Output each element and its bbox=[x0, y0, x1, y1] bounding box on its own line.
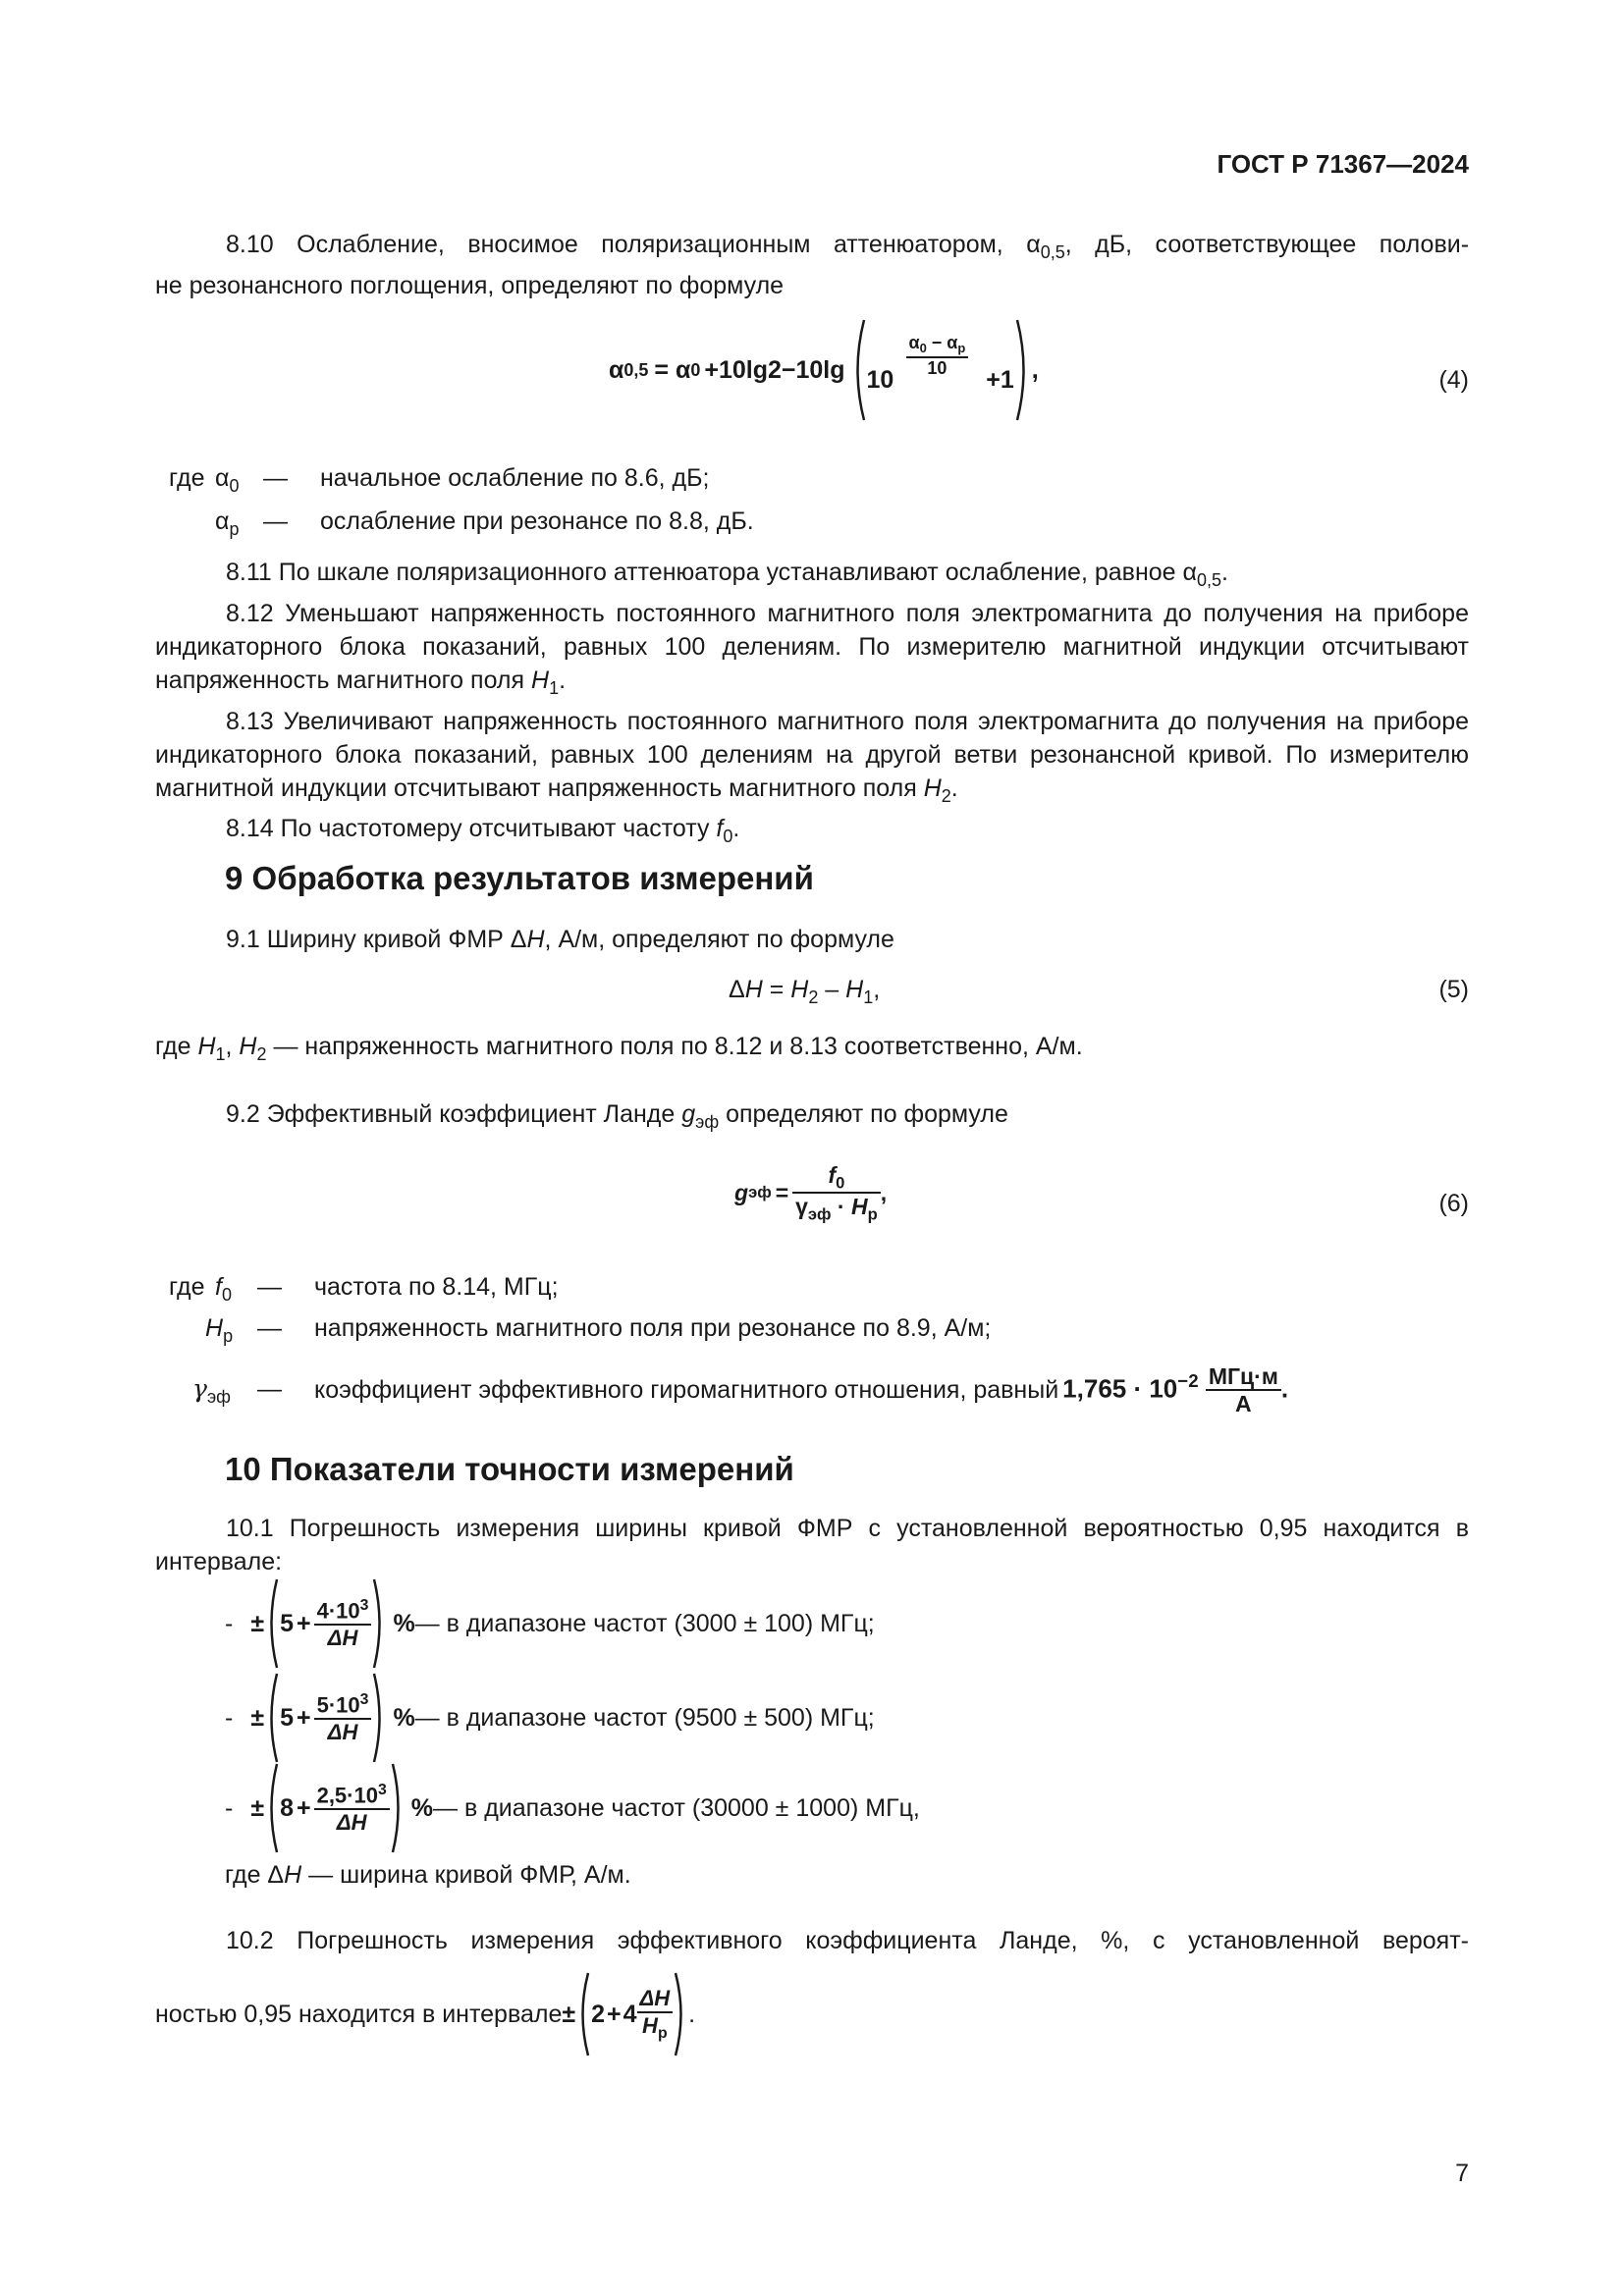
paragraph-9-2 bbox=[155, 1097, 1469, 1139]
where-6-dash-2: — bbox=[257, 1375, 282, 1403]
plus: + bbox=[296, 1703, 311, 1732]
where-4-sym-0 bbox=[215, 461, 239, 503]
p-10-2-line1: 10.2 Погрешность измерения эффективного коэффициента Ланде, %, с установленной вероят- bbox=[226, 1927, 1469, 1954]
sym-sub: 0 bbox=[221, 1284, 232, 1305]
var: H bbox=[845, 976, 864, 1003]
eq: = bbox=[762, 976, 791, 1003]
right-paren-icon bbox=[390, 1761, 406, 1855]
paragraph-8-11 bbox=[155, 556, 1469, 597]
a: 5 bbox=[280, 1609, 294, 1637]
equation-6 bbox=[734, 1148, 887, 1237]
exp: 3 bbox=[359, 1690, 369, 1708]
end: . bbox=[950, 774, 958, 802]
var: H bbox=[526, 926, 545, 953]
pct: % bbox=[393, 1703, 415, 1732]
num: 5·10 bbox=[316, 1692, 360, 1718]
den-g: γ bbox=[795, 1194, 808, 1219]
where-4-sym-1 bbox=[215, 505, 239, 546]
where-6-dash-0: — bbox=[257, 1273, 282, 1301]
k: 4 bbox=[623, 2000, 637, 2028]
const-num: МГц·м bbox=[1206, 1363, 1281, 1391]
num: ΔH bbox=[637, 1986, 674, 2012]
eq4-power bbox=[866, 332, 1014, 395]
pm: ± bbox=[250, 1609, 265, 1637]
where-10 bbox=[225, 1861, 631, 1890]
bullet: - bbox=[225, 1703, 234, 1732]
eq4-comma: , bbox=[1031, 355, 1039, 384]
num: 4·10 bbox=[316, 1598, 360, 1624]
document-id: ГОСТ Р 71367—2024 bbox=[1217, 149, 1469, 179]
p-9-1-text: 9.1 Ширину кривой ФМР Δ bbox=[226, 926, 527, 953]
equation-5 bbox=[729, 976, 880, 1008]
left-paren-icon bbox=[264, 1761, 280, 1855]
sym: α bbox=[215, 464, 230, 492]
sub: 1 bbox=[215, 1043, 226, 1064]
paragraph-10-2-line2 bbox=[155, 1969, 695, 2059]
var: g bbox=[681, 1100, 696, 1128]
left-paren-icon bbox=[849, 316, 867, 424]
lead: где Δ bbox=[225, 1861, 285, 1889]
end: . bbox=[688, 2000, 696, 2028]
where-4-dash-0: — bbox=[263, 464, 288, 492]
eq4-rhs-b: +10lg2−10lg bbox=[704, 355, 845, 384]
pct: % bbox=[393, 1609, 415, 1637]
sub: 1 bbox=[863, 987, 874, 1007]
sub: 2 bbox=[941, 785, 951, 806]
p-10-1-text: 10.1 Погрешность измерения ширины кривой ФМР с установленной вероятностью 0,95 находится в интервале: bbox=[155, 1515, 1469, 1575]
sym: γ bbox=[192, 1374, 207, 1403]
a: 5 bbox=[280, 1703, 294, 1732]
p-8-10-line2: не резонансного поглощения, определяют по формуле bbox=[155, 271, 785, 299]
const-exp: −2 bbox=[1177, 1369, 1199, 1391]
where-6-sym-2 bbox=[192, 1372, 231, 1414]
pct: % bbox=[410, 1793, 434, 1822]
text: — в диапазоне частот (30000 ± 1000) МГц, bbox=[433, 1793, 920, 1822]
frac bbox=[314, 1597, 372, 1650]
sep: , bbox=[225, 1033, 240, 1060]
paragraph-8-14 bbox=[155, 812, 1469, 853]
exp-num: α bbox=[908, 332, 920, 352]
sym: α bbox=[215, 507, 230, 535]
where-6-text-1: напряженность магнитного поля при резонансе по 8.9, А/м; bbox=[314, 1314, 992, 1342]
exp-minus: − α bbox=[926, 332, 958, 352]
equation-number-6: (6) bbox=[1438, 1190, 1469, 1217]
where-4-text-0: начальное ослабление по 8.6, дБ; bbox=[320, 464, 710, 492]
right-paren-icon bbox=[371, 1671, 387, 1765]
frac bbox=[637, 1986, 674, 2043]
paragraph-10-2 bbox=[155, 1924, 1469, 1957]
pm: ± bbox=[250, 1793, 265, 1822]
equation-number-4: (4) bbox=[1438, 366, 1469, 394]
p-8-12-text: 8.12 Уменьшают напряженность постоянного магнитного поля электромагнита до получения на приборе индикаторного блока показаний, равных 100 делениям. По измерителю магнитной индукции отсчитывают напряженность магнитного поля bbox=[155, 599, 1469, 694]
pm: ± bbox=[250, 1703, 265, 1732]
p-8-14-text: 8.14 По частотомеру отсчитывают частоту bbox=[226, 815, 717, 843]
where-6-text-0: частота по 8.14, МГц; bbox=[314, 1273, 559, 1301]
var: H bbox=[531, 666, 550, 694]
num: f bbox=[828, 1161, 837, 1188]
p-8-10-text-end: , дБ, соответствующее полови- bbox=[1064, 231, 1470, 258]
exp-num-sub: 0 bbox=[919, 340, 927, 355]
den: H bbox=[642, 2012, 658, 2038]
right-paren-icon bbox=[1014, 316, 1032, 424]
plus: + bbox=[296, 1793, 311, 1822]
pm: ± bbox=[562, 2000, 576, 2028]
equation-4 bbox=[609, 316, 1039, 424]
var: H bbox=[744, 976, 763, 1003]
right-paren-icon bbox=[673, 1970, 688, 2058]
where-6-lead: где bbox=[169, 1273, 205, 1301]
plus: + bbox=[296, 1609, 311, 1637]
p-8-11-text: 8.11 По шкале поляризационного аттенюатора устанавливают ослабление, равное α bbox=[226, 559, 1197, 586]
section-10-title: 10 Показатели точности измерений bbox=[225, 1451, 794, 1487]
exp: 3 bbox=[377, 1781, 387, 1798]
where-6-text-2: коэффициент эффективного гиромагнитного отношения, равный bbox=[314, 1376, 1059, 1404]
equation-number-5: (5) bbox=[1438, 976, 1469, 1003]
var: H bbox=[197, 1033, 216, 1060]
eq4-rhs-a: = α bbox=[654, 355, 691, 384]
var: H bbox=[923, 774, 942, 802]
comma: , bbox=[873, 976, 881, 1003]
plus: + bbox=[606, 2000, 622, 2028]
sym: H bbox=[205, 1314, 224, 1342]
var: H bbox=[790, 976, 809, 1003]
frac bbox=[314, 1782, 390, 1835]
sub: 1 bbox=[549, 677, 560, 698]
eq4-plus-one: +1 bbox=[986, 365, 1014, 394]
sub: 0,5 bbox=[1040, 241, 1065, 262]
paragraph-9-1 bbox=[155, 923, 1469, 956]
end: , А/м, определяют по формуле bbox=[544, 926, 894, 953]
sym-sub: 0 bbox=[229, 475, 240, 496]
p-10-2-line2: ностью 0,95 находится в интервале bbox=[155, 2000, 563, 2028]
eq4-lhs: α bbox=[609, 355, 624, 384]
eq6-eq: = bbox=[775, 1179, 789, 1205]
den-dot: · bbox=[831, 1194, 851, 1219]
bullet: - bbox=[225, 1609, 234, 1637]
eq6-lhs-sub: эф bbox=[748, 1183, 772, 1201]
interval-item-0 bbox=[225, 1575, 875, 1673]
left-paren-icon bbox=[264, 1671, 280, 1765]
num: 2,5·10 bbox=[316, 1783, 378, 1808]
where-4-text-1: ослабление при резонансе по 8.8, дБ. bbox=[320, 507, 754, 535]
where-5 bbox=[155, 1033, 1083, 1065]
const-val: 1,765 · 10 bbox=[1062, 1372, 1178, 1403]
exp: 3 bbox=[359, 1596, 369, 1614]
lead: где bbox=[155, 1033, 198, 1060]
end: определяют по формуле bbox=[719, 1100, 1008, 1128]
frac bbox=[314, 1691, 372, 1744]
interval-item-1 bbox=[225, 1669, 875, 1767]
den: ΔH bbox=[327, 1719, 358, 1744]
paragraph-10-1 bbox=[155, 1512, 1469, 1578]
end: . bbox=[559, 666, 567, 694]
sub: 2 bbox=[808, 987, 819, 1007]
delta: Δ bbox=[729, 976, 745, 1003]
eq4-rhs-a-sub: 0 bbox=[690, 359, 701, 380]
where-4-dash-1: — bbox=[263, 507, 288, 535]
where-6-dash-1: — bbox=[257, 1314, 282, 1342]
var: H bbox=[284, 1861, 302, 1889]
text: — в диапазоне частот (9500 ± 500) МГц; bbox=[414, 1703, 875, 1732]
right-paren-icon bbox=[371, 1576, 387, 1671]
paragraph-8-10 bbox=[155, 228, 1469, 302]
exp-den: 10 bbox=[927, 357, 947, 378]
a: 8 bbox=[280, 1793, 294, 1822]
sym-sub: p bbox=[229, 518, 240, 539]
eq6-fraction bbox=[792, 1162, 881, 1224]
const-unit bbox=[1206, 1363, 1281, 1417]
p-9-2-text: 9.2 Эффективный коэффициент Ланде bbox=[226, 1100, 682, 1128]
den-sub: p bbox=[657, 2024, 668, 2042]
end: . bbox=[1220, 559, 1228, 586]
sym-sub: эф bbox=[206, 1386, 231, 1407]
p-8-10-text: 8.10 Ослабление, вносимое поляризационным аттенюатором, α bbox=[226, 231, 1041, 258]
den: ΔH bbox=[327, 1625, 358, 1650]
text: — в диапазоне частот (3000 ± 100) МГц; bbox=[414, 1609, 875, 1637]
den-g-sub: эф bbox=[807, 1204, 832, 1224]
a: 2 bbox=[591, 2000, 605, 2028]
den: ΔH bbox=[336, 1809, 367, 1835]
den-h-sub: p bbox=[867, 1204, 878, 1224]
text: — ширина кривой ФМР, А/м. bbox=[301, 1861, 631, 1889]
page-number: 7 bbox=[1455, 2160, 1469, 2187]
bullet: - bbox=[225, 1793, 234, 1822]
num-sub: 0 bbox=[836, 1172, 845, 1192]
den-h: H bbox=[851, 1194, 868, 1219]
paragraph-8-12 bbox=[155, 597, 1469, 705]
eq6-comma: , bbox=[880, 1179, 888, 1205]
gyromagnetic-constant bbox=[1062, 1363, 1288, 1417]
eq4-base: 10 bbox=[866, 365, 894, 394]
paragraph-8-13 bbox=[155, 705, 1469, 813]
where-6-sym-0 bbox=[215, 1270, 232, 1311]
sub: 0,5 bbox=[1196, 569, 1221, 590]
left-paren-icon bbox=[575, 1970, 591, 2058]
var: f bbox=[716, 815, 724, 843]
where-6-row-2 bbox=[314, 1353, 1288, 1427]
eq6-lhs: g bbox=[734, 1179, 749, 1205]
where-6-sym-1 bbox=[205, 1311, 233, 1353]
exp-num-sub2: p bbox=[957, 340, 966, 355]
const-den: А bbox=[1235, 1391, 1252, 1416]
sym-sub: p bbox=[223, 1325, 234, 1346]
eq4-exponent bbox=[906, 333, 969, 379]
left-paren-icon bbox=[264, 1576, 280, 1671]
sub: 2 bbox=[256, 1043, 267, 1064]
interval-item-2 bbox=[225, 1759, 920, 1857]
where-4-lead: где bbox=[169, 464, 205, 492]
end: . bbox=[732, 815, 740, 843]
sym: f bbox=[215, 1273, 222, 1301]
var: H bbox=[239, 1033, 257, 1060]
minus: – bbox=[818, 976, 846, 1003]
sub: 0 bbox=[723, 827, 733, 846]
section-9-title: 9 Обработка результатов измерений bbox=[225, 860, 814, 896]
p-8-13-text: 8.13 Увеличивают напряженность постоянного магнитного поля электромагнита до получения на приборе индикаторного блока показаний, равных 100 делениям на другой ветви резонансной кривой. По измерителю магнитной индукции отсчитывают напряженность магнитного поля bbox=[155, 707, 1469, 802]
const-end: . bbox=[1280, 1372, 1289, 1403]
paragraphs-8-11-to-8-14 bbox=[155, 556, 1469, 853]
sub: эф bbox=[695, 1111, 720, 1132]
eq4-lhs-sub: 0,5 bbox=[623, 359, 649, 380]
text: — напряженность магнитного поля по 8.12 и 8.13 соответственно, А/м. bbox=[266, 1033, 1083, 1060]
